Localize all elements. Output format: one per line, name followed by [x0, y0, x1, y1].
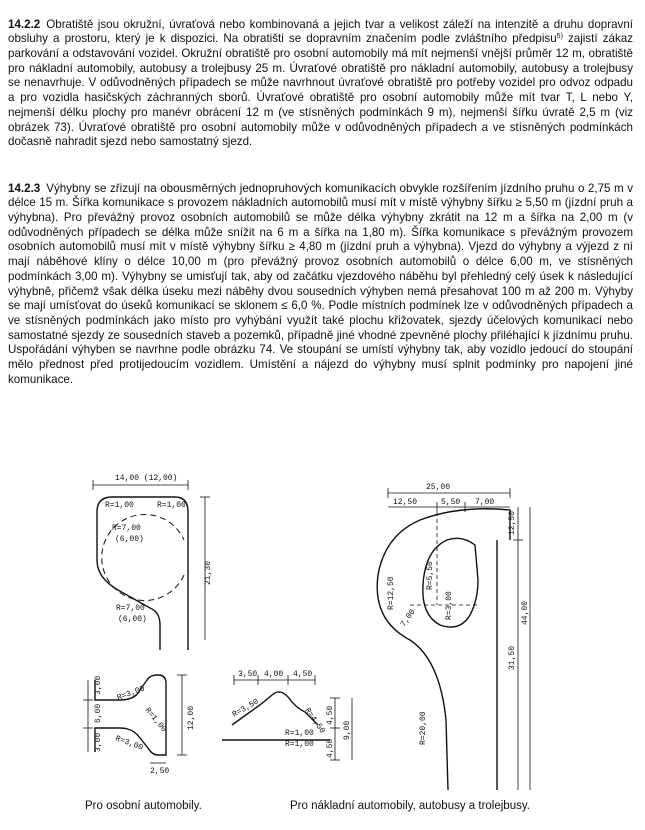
- radius-label: R=3,00: [115, 684, 147, 703]
- radius-label: R=3,50: [231, 697, 261, 720]
- dim-width: 14,00 (12,00): [115, 474, 178, 483]
- radius-label: R=12,50: [387, 576, 396, 610]
- dim-label: 12,50: [508, 510, 517, 535]
- dim-label: 6,00: [94, 703, 103, 723]
- radius-label: R=1,00: [285, 729, 314, 738]
- dim-label: 3,00: [94, 732, 103, 752]
- radius-label: R=3,00: [445, 591, 454, 620]
- dim-label: 4,50: [326, 738, 335, 758]
- radius-label: R=7,00: [116, 604, 145, 613]
- caption-cars: Pro osobní automobily.: [85, 800, 202, 812]
- radius-label: R=5,50: [426, 561, 435, 590]
- dim-label: 3,50: [238, 670, 258, 679]
- dim-label: 31,50: [508, 645, 517, 670]
- radius-label: R=1,00: [285, 740, 314, 749]
- radius-label: R=1,00: [142, 706, 169, 734]
- dim-label: 4,50: [326, 705, 335, 725]
- dim-label: 3,00: [94, 675, 103, 695]
- dim-label: 44,00: [521, 600, 530, 625]
- radius-label: (6,00): [118, 615, 147, 624]
- dim-label: 5,50: [441, 498, 461, 507]
- radius-label: R=1,00: [105, 501, 134, 510]
- dim-label: 12,50: [393, 498, 418, 507]
- dim-label: 7,00: [399, 607, 418, 629]
- dim-label: 4,00: [264, 670, 284, 679]
- figure-turnaround-trucks: [377, 483, 530, 790]
- dim-label: 4,50: [293, 670, 313, 679]
- dim-label: 9,00: [343, 720, 352, 740]
- dim-height: 21,30: [204, 560, 213, 585]
- section-number: 14.2.2: [8, 17, 41, 31]
- figure-l-turnaround-cars: [222, 670, 352, 760]
- dim-label: 2,50: [150, 767, 170, 776]
- footnote-ref: 5): [556, 33, 563, 41]
- figure-circular-turnaround-cars: [93, 474, 213, 650]
- paragraph-text: zajistí zákaz parkování a odstavování vozidel. Okružní obratiště pro osobní automobily má mít nejmenší vnější průměr 12 m, obratiště pro nákladní automobily, autobusy a trolejbusy 25 m. Úvraťové obratiště pro nákladní automobily, autobusy a trolejbusy se nenavrhuje. V odůvodněných případech se může navrhnout úvraťové obratiště pro potřeby vozidel pro odvoz odpadu a pro vozidla hasičských záchranných sborů. Úvraťové obratiště pro osobní automobily může mít tvar T, L nebo Y, nejmenší délku plochy pro manévr obrácení 12 m (ve stísněných podmínkách 9 m), nejmenší šířku úvratě 2,5 m (viz obrázek 73). Úvraťové obratiště pro osobní automobily může v odůvodněných případech a ve stísněných podmínkách dočasně nahradit sjezd nebo samostatný sjezd.: [8, 32, 633, 149]
- radius-label: R=7,00: [112, 524, 141, 533]
- radius-label: R=4,50: [302, 706, 327, 736]
- paragraph-text: Obratiště jsou okružní, úvraťová nebo kombinovaná a jejich tvar a velikost záleží na intenzitě a druhu dopravní obsluhy a prostoru, který je k dispozici. Na obratišti se dopravním značením podle zvláštního předpisu: [8, 17, 633, 46]
- figure-t-turnaround-cars: [83, 675, 196, 776]
- section-number: 14.2.3: [8, 181, 41, 195]
- radius-label: R=20,00: [419, 711, 428, 745]
- caption-trucks: Pro nákladní automobily, autobusy a trolejbusy.: [290, 800, 530, 812]
- radius-label: R=1,00: [157, 501, 186, 510]
- dim-label: 12,00: [187, 705, 196, 730]
- dim-label: 7,00: [475, 498, 495, 507]
- radius-label: R=3,00: [113, 734, 145, 753]
- paragraph-text: Výhybny se zřizují na obousměrných jednopruhových komunikacích obvykle rozšířením jízdního pruhu o 2,75 m v délce 15 m. Šířka komunikace s provozem nákladních automobilů musí mít v místě výhybny šířku ≥ 5,50 m (jízdní pruh a výhybna). Pro převážný provoz osobních automobilů se může délka výhybny zkrátit na 12 m a šířka na 2,00 m (v odůvodněných případech se délka může snížit na 6 m a šířka na 1,80 m). Šířka komunikace s převážným provozem osobních automobilů musí mít v místě výhybny šířku ≥ 4,80 m (jízdní pruh a výhybna). Vjezd do výhybny a výjezd z ní mají náběhové klíny o délce 10,00 m (pro převážný provoz osobních automobilů o délce 6,00 m, ve stísněných podmínkách 3,00 m). Výhybny se umisťují tak, aby od začátku vjezdového náběhu byl přehledný celý úsek k následující výhybně, přičemž však délka úseku mezi náběhy dvou sousedních výhyben nemá přesahovat 100 m až 200 m. Výhyby se mají umísťovat do úseků komunikací se sklonem ≤ 6,0 %. Podle místních podmínek lze v odůvodněných případech a ve stísněných podmínkách jako místo pro vyhýbání využít také plochu křižovatek, sjezdy účelových komunikací nebo samostatné sjezdy ze sousedních staveb a pozemků, případně jiné vhodné zpevněné plochy přiléhající k jízdnímu pruhu. Uspořádání výhyben se navrhne podle obrázku 74. Ve stoupání se umístí výhybny tak, aby vozidlo jedoucí do stoupání mělo přednost před protijedoucím vozidlem. Umístění a nájezd do výhybny musí splnit podmínky pro napojení jiné komunikace.: [8, 181, 633, 386]
- radius-label: (6,00): [115, 535, 144, 544]
- dim-label: 25,00: [426, 483, 451, 492]
